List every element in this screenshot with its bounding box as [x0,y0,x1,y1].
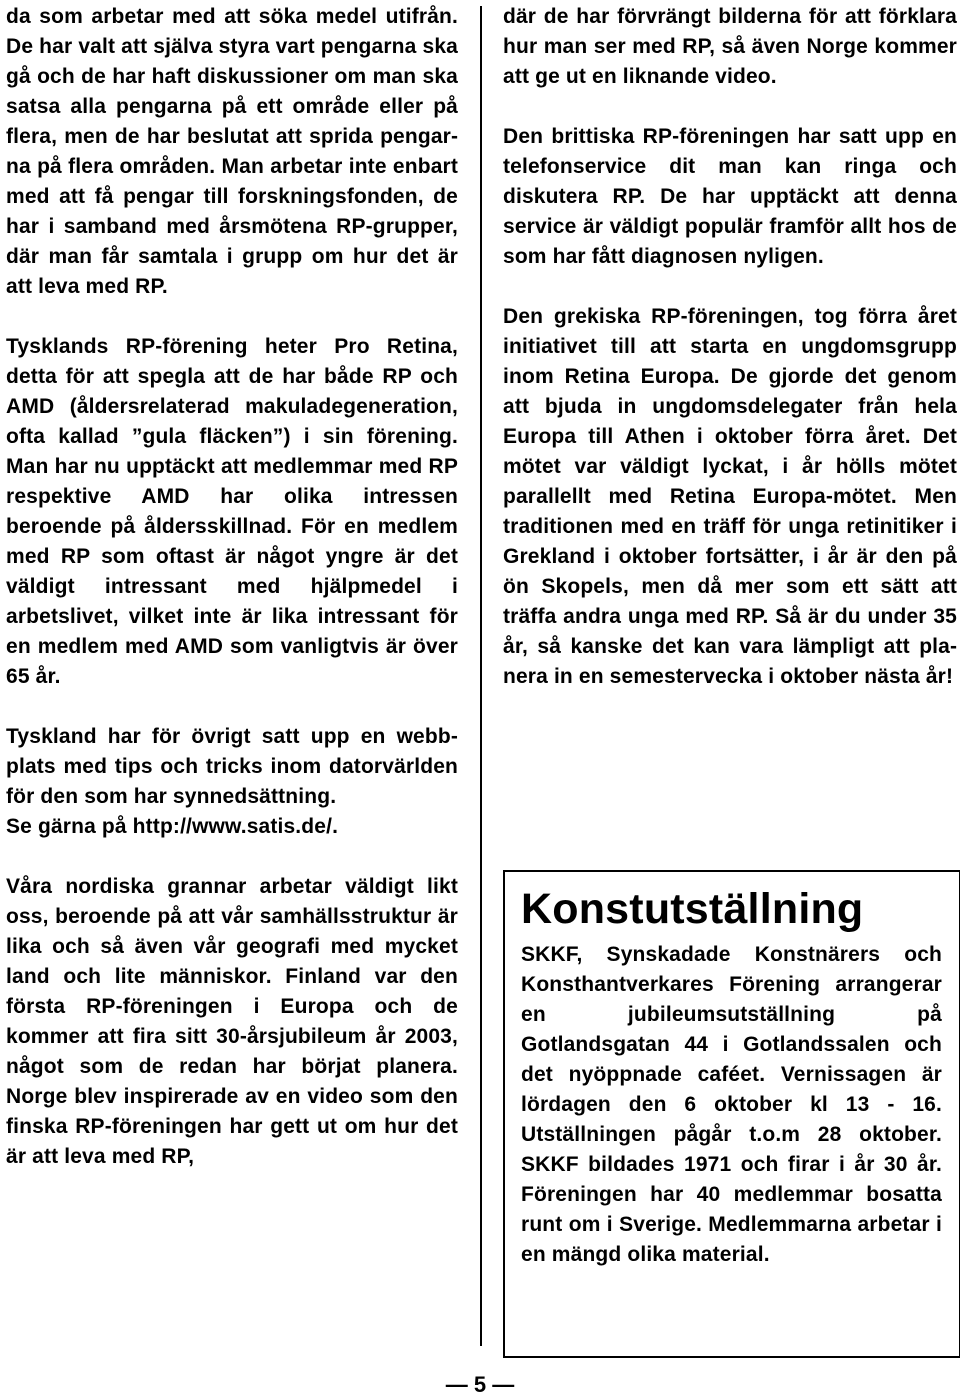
right-paragraph-2: Den brittiska RP-föreningen har satt upp en telefonservice dit man kan ringa och diskutera RP. De har upptäckt att denna service är väldigt populär framför allt hos de som har fått diagnosen nyligen. [503,125,957,268]
right-column [503,2,957,722]
left-column [6,2,458,1202]
left-paragraph-2: Tysklands RP-förening heter Pro Retina, detta för att spegla att de har både RP och AMD (åldersrelaterad makuladegeneration, ofta kallad ”gula fläcken”) i sin förening. Man har nu upptäckt att medlemmar med RP respektive AMD har olika intressen beroende på åldersskillnad. För en medlem med RP som oftast är något yngre är det väldigt intressant med hjälpmedel i arbetslivet, vilket inte är lika intressant för en medlem med AMD som vanligtvis är över 65 år. [6,335,458,688]
right-paragraph-3: Den grekiska RP-föreningen, tog förra året initiativet till att starta en ungdomsgrupp inom Retina Europa. De gjorde det genom att bjuda in ungdomsdelegater från hela Europa till Athen i oktober förra året. Det mötet var väldigt lyckat, i år hölls mötet parallellt med Retina Europa-mötet. Men traditionen med en träff för unga retinitiker i Grekland i oktober fortsätter, i år är den på ön Skopels, men då mer som ett sätt att träffa andra unga med RP. Så är du under 35 år, så kanske det kan vara lämpligt att planera in en semestervecka i oktober nästa år! [503,305,957,688]
column-divider [480,6,482,1346]
left-paragraph-website: Se gärna på http://www.satis.de/. [6,815,339,838]
left-paragraph-3: Tyskland har för övrigt satt upp en webb-plats med tips och tricks inom datorvärlden för den som har synnedsättning. [6,725,458,808]
left-paragraph-5: Våra nordiska grannar arbetar väldigt likt oss, beroende på att vår samhällsstruktur är lika och så även vår geografi med mycket land och lite människor. Finland var den första RP-föreningen i Europa och de kommer att fira sitt 30-årsjubileum år 2003, något som de redan har börjat planera. Norge blev inspirerade av en video som den finska RP-föreningen har gett ut om hur det är att leva med RP, [6,875,458,1168]
left-paragraph-1: da som arbetar med att söka medel utifrån. De har valt att själva styra vart pengarna ska gå och de har haft diskussioner om man ska satsa alla pengarna på ett område eller på flera, men de har beslutat att sprida pengarna på flera områden. Man arbetar inte enbart med att få pengar till forskningsfonden, de har i samband med årsmötena RP-grupper, där man får samtala i grupp om hur det är att leva med RP. [6,5,458,298]
box-body: SKKF, Synskadade Konstnärers och Konsthantverkares Förening arrangerar en jubileumsutställning på Gotlandsgatan 44 i Gotlandssalen och det nyöppnade caféet. Vernissagen är lördagen den 6 oktober kl 13 - 16. Utställningen pågår t.o.m 28 oktober. SKKF bildades 1971 och firar i år 30 år. Föreningen har 40 medlemmar bosatta runt om i Sverige. Medlemmarna arbetar i en mängd olika material. [521,943,942,1266]
box-title: Konstutställning [521,885,864,933]
exhibition-box [503,870,960,1358]
right-paragraph-1: där de har förvrängt bilderna för att förklara hur man ser med RP, så även Norge kommer att ge ut en liknande video. [503,5,957,88]
page-number: — 5 — [445,1372,515,1397]
